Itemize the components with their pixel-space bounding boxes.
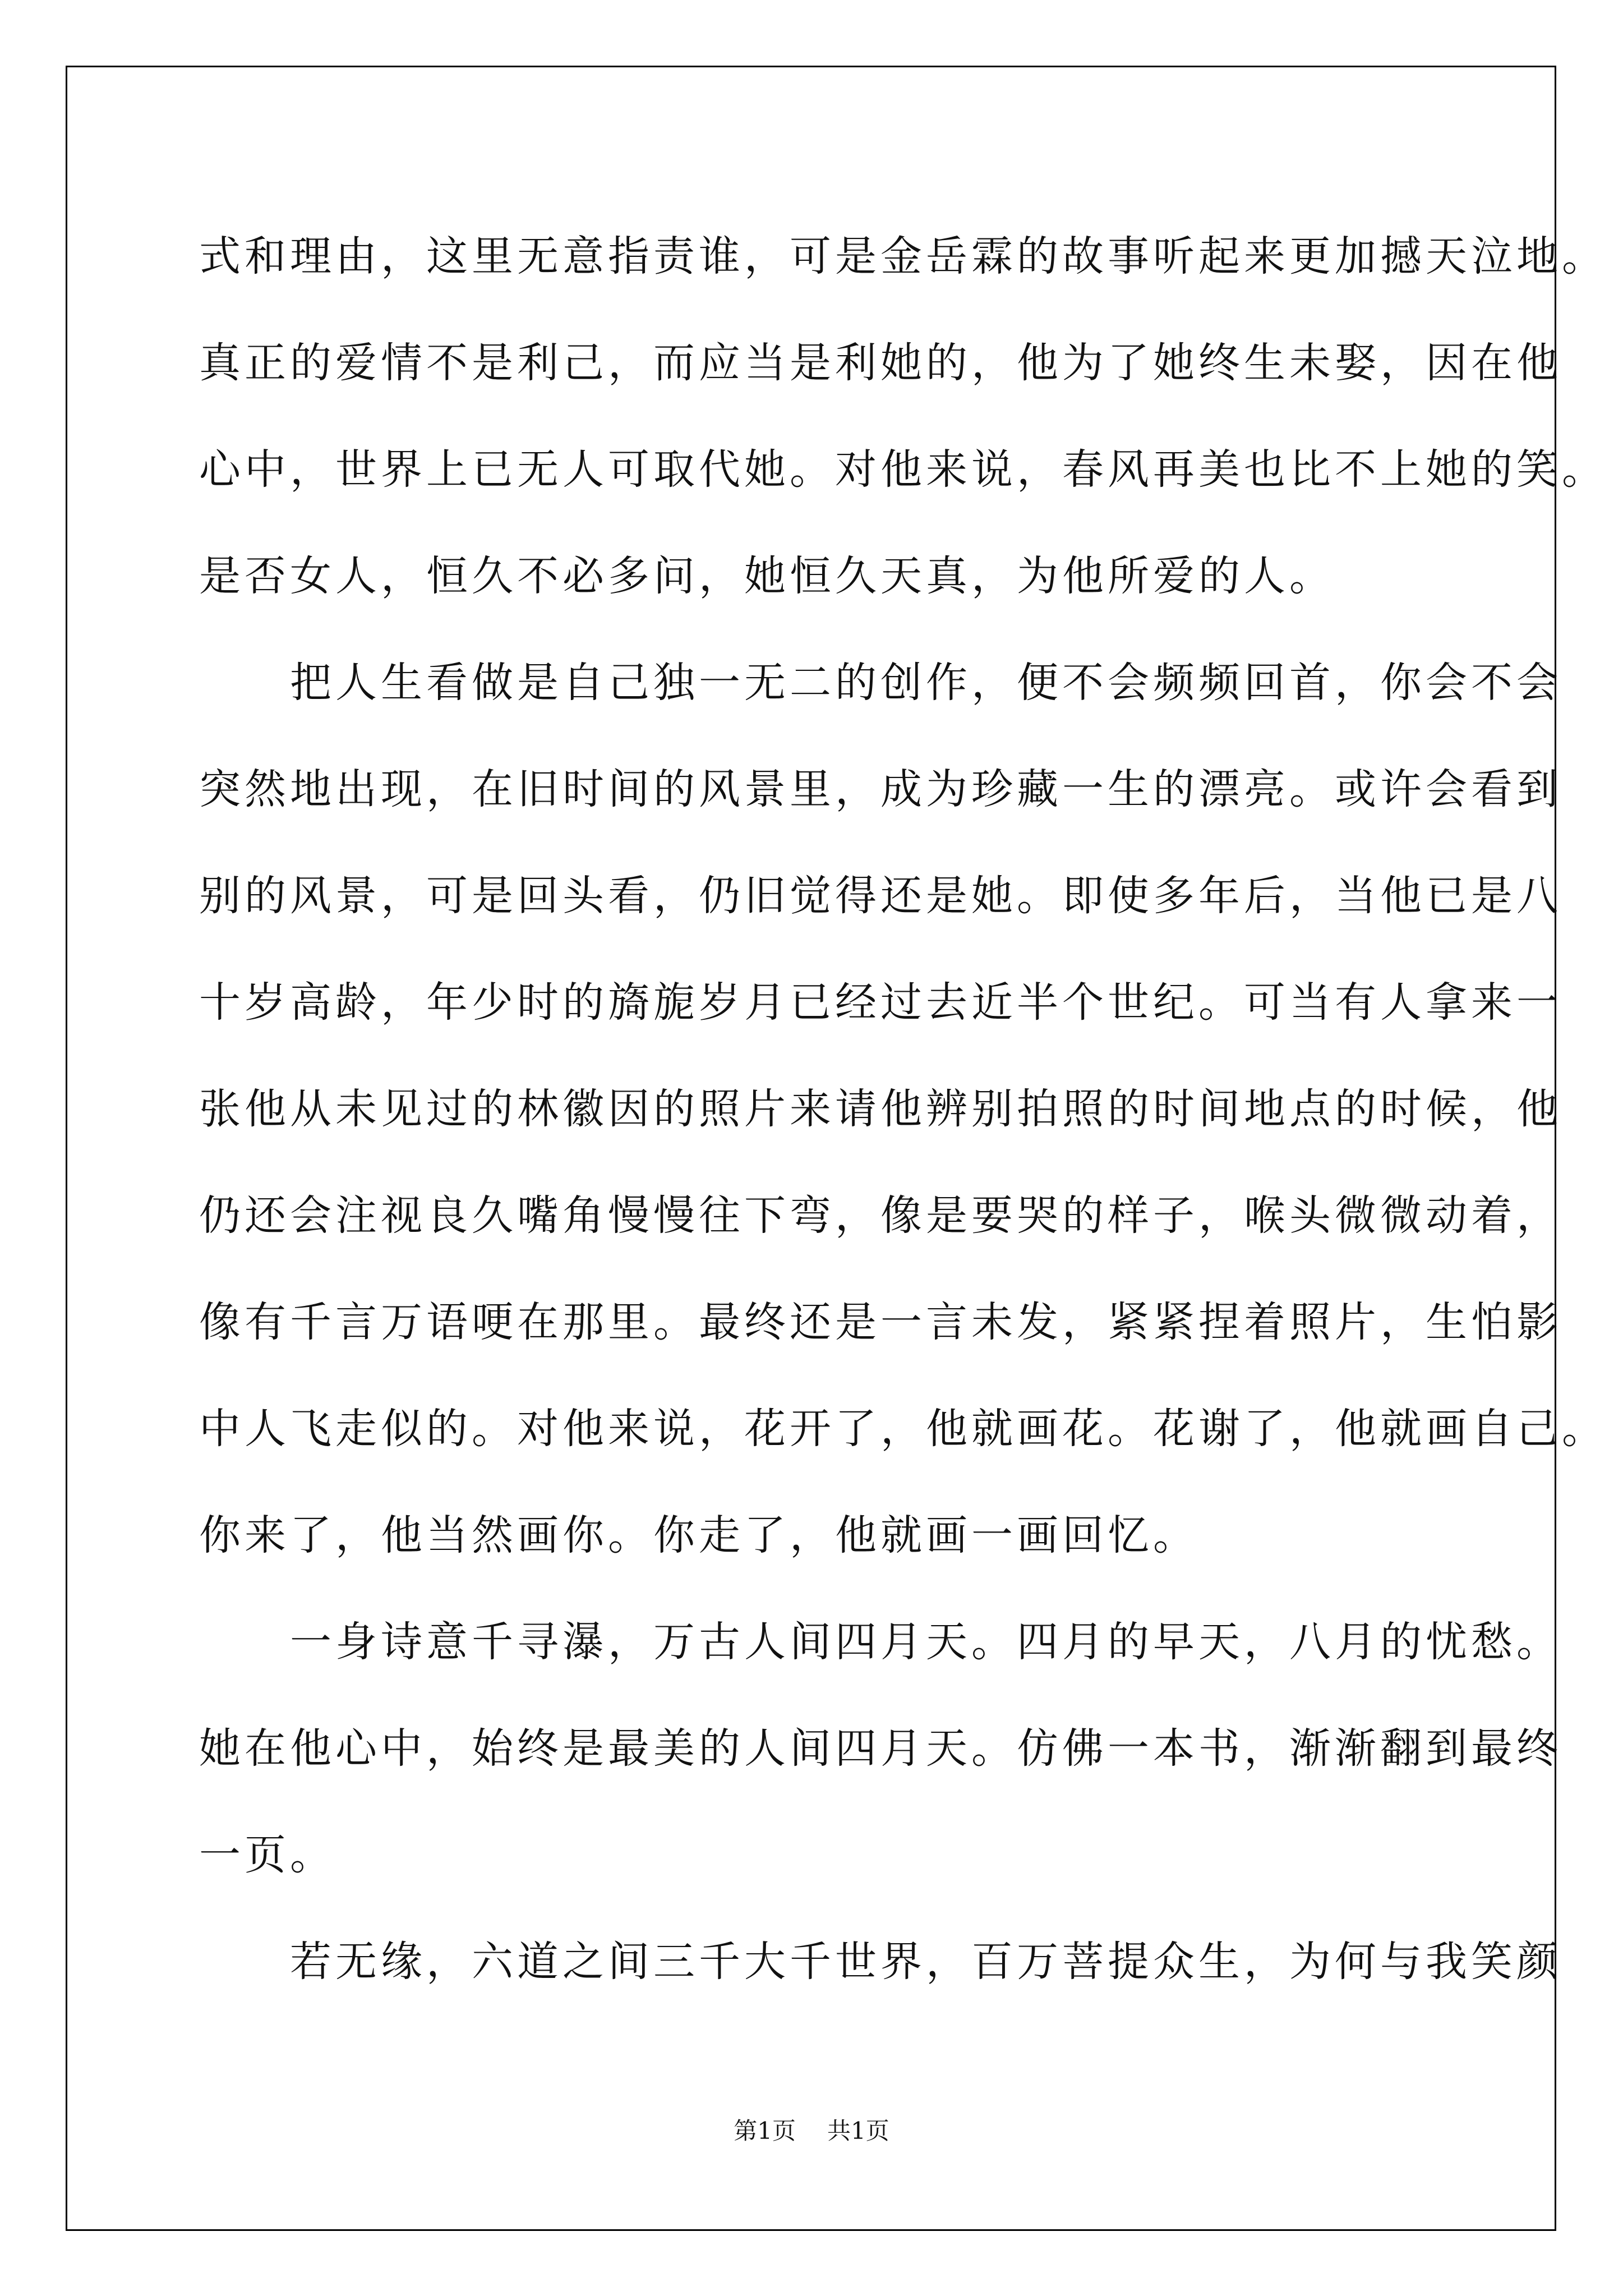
text-line-6: 突然地出现，在旧时间的风景里，成为珍藏一生的漂亮。或许会看到 xyxy=(199,765,1562,813)
total-pages-label: 共1页 xyxy=(827,2117,889,2145)
text-line-10: 仍还会注视良久嘴角慢慢往下弯，像是要哭的样子，喉头微微动着， xyxy=(199,1191,1562,1240)
text-line-12: 中人飞走似的。对他来说，花开了，他就画花。花谢了，他就画自己。 xyxy=(199,1405,1607,1453)
text-line-7: 别的风景，可是回头看，仍旧觉得还是她。即使多年后，当他已是八 xyxy=(199,872,1562,920)
current-page-label: 第1页 xyxy=(734,2117,796,2145)
text-line-17: 若无缘，六道之间三千大千世界，百万菩提众生，为何与我笑颜 xyxy=(199,1938,1562,1986)
text-line-2: 真正的爱情不是利己，而应当是利她的，他为了她终生未娶，因在他 xyxy=(199,339,1562,387)
text-line-4: 是否女人，恒久不必多问，她恒久天真，为他所爱的人。 xyxy=(199,552,1335,600)
text-line-5: 把人生看做是自己独一无二的创作，便不会频频回首，你会不会 xyxy=(199,659,1562,707)
page-footer xyxy=(0,2113,1623,2146)
text-line-9: 张他从未见过的林徽因的照片来请他辨别拍照的时间地点的时候，他 xyxy=(199,1085,1562,1133)
text-line-13: 你来了，他当然画你。你走了，他就画一画回忆。 xyxy=(199,1511,1198,1559)
text-line-1: 式和理由，这里无意指责谁，可是金岳霖的故事听起来更加撼天泣地。 xyxy=(199,232,1607,280)
document-body xyxy=(199,203,1607,2015)
text-line-14: 一身诗意千寻瀑，万古人间四月天。四月的早天，八月的忧愁。 xyxy=(199,1618,1562,1666)
text-line-8: 十岁高龄，年少时的旖旎岁月已经过去近半个世纪。可当有人拿来一 xyxy=(199,978,1562,1027)
text-line-15: 她在他心中，始终是最美的人间四月天。仿佛一本书，渐渐翻到最终 xyxy=(199,1724,1562,1773)
text-line-16: 一页。 xyxy=(199,1831,335,1879)
text-line-11: 像有千言万语哽在那里。最终还是一言未发，紧紧捏着照片，生怕影 xyxy=(199,1298,1562,1346)
text-line-3: 心中，世界上已无人可取代她。对他来说，春风再美也比不上她的笑。 xyxy=(199,445,1607,494)
